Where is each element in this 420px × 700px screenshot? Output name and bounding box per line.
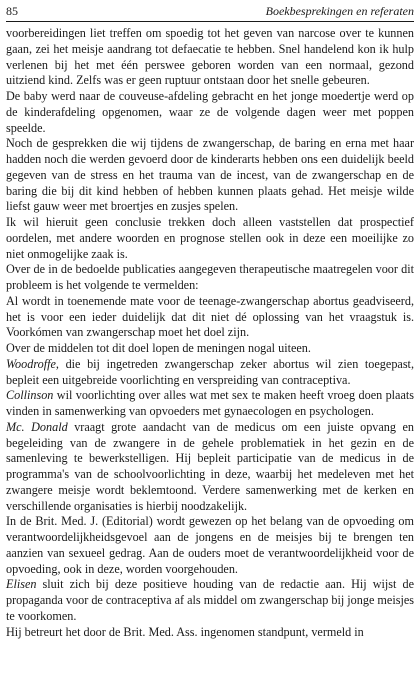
author-name: Mc. Donald xyxy=(6,419,68,434)
article-body xyxy=(6,26,414,640)
paragraph xyxy=(6,357,414,389)
paragraph xyxy=(6,577,414,624)
paragraph-text: In de Brit. Med. J. (Editorial) wordt gewezen op het belang van de opvoeding om verantwoordelijkheidsgevoel aan de jongens en de meisjes bij te brengen ten aanzien van sexueel gedrag. Aan de ouders moet de verantwoordelijkheid voor de opvoeding, ook in deze, worden voorgehouden. xyxy=(6,514,414,576)
paragraph-text: Over de in de bedoelde publicaties aangegeven therapeutische maatregelen voor dit probleem is het volgende te vermelden: xyxy=(6,262,414,292)
paragraph-text: Over de middelen tot dit doel lopen de meningen nogal uiteen. xyxy=(6,341,311,355)
paragraph-text: die bij ingetreden zwangerschap zeker abortus wil zien toegepast, bepleit een uitgebreide voorlichting en verspreiding van contraceptiva. xyxy=(6,356,414,387)
running-head: Boekbesprekingen en referaten xyxy=(265,4,414,18)
paragraph xyxy=(6,420,414,515)
paragraph xyxy=(6,514,414,577)
author-name: Collinson xyxy=(6,388,54,403)
paragraph-text: Ik wil hieruit geen conclusie trekken doch alleen vaststellen dat prospectief oordelen, met andere woorden en prognose stellen ook in deze een moeilijke zo niet onmogelijke zaak is. xyxy=(6,215,414,261)
paragraph xyxy=(6,215,414,262)
header-rule xyxy=(6,21,414,22)
paragraph xyxy=(6,294,414,341)
paragraph xyxy=(6,89,414,136)
paragraph xyxy=(6,136,414,215)
author-name: Woodroffe, xyxy=(6,356,59,371)
paragraph-text: Noch de gesprekken die wij tijdens de zwangerschap, de baring en erna met haar hadden noch die werden gevoerd door de kinderarts hebben ons een duidelijk beeld gegeven van de stress en het trauma van de incest, van de zwangerschap en de baring die bij dit kind hebben of hebben kunnen plaats gehad. Het meisje wilde liefst gauw weer met broertjes en zusjes spelen. xyxy=(6,136,414,214)
paragraph-text: vraagt grote aandacht van de medicus om een juiste opvang en begeleiding van de zwangere in de gehele problematiek in het gezin en de samenleving te bewerkstelligen. Hij bepleit participatie van de medicus in de programma's van de schoolvoorlichting in deze, waarbij het medeleven met het zwangere meisje wordt beklemtoond. Verdere samenwerking met de kerken en verschillende organisaties is hierbij noodzakelijk. xyxy=(6,419,415,513)
author-name: Elisen xyxy=(6,577,37,592)
paragraph-text: Al wordt in toenemende mate voor de teenage-zwangerschap abortus geadviseerd, het is voor een ieder duidelijk dat dit niet dé oplossing van het vraagstuk is. Voorkómen van zwangerschap moet het doel zijn. xyxy=(6,293,414,340)
paragraph-text: voorbereidingen liet treffen om spoedig tot het geven van narcose over te kunnen gaan, zei het meisje aandrang tot defaecatie te hebben. Snel handelend kon ik hulp verlenen bij het met één perswee geboren worden van een normaal, gezond uitziend kind. Zelfs was er geen ruptuur ontstaan door het snelle gebeuren. xyxy=(6,26,414,88)
paragraph xyxy=(6,26,414,89)
paragraph-text: sluit zich bij deze positieve houding van de redactie aan. Hij wijst de propaganda voor de contraceptiva af als middel om zwangerschap bij jonge meisjes te voorkomen. xyxy=(6,577,414,623)
paragraph xyxy=(6,625,414,641)
page-header xyxy=(6,3,414,19)
page-number: 85 xyxy=(6,4,18,18)
paragraph xyxy=(6,262,414,294)
paragraph-text: Hij betreurt het door de Brit. Med. Ass. ingenomen standpunt, vermeld in xyxy=(6,624,364,639)
paragraph-text: De baby werd naar de couveuse-afdeling gebracht en het jonge moedertje werd op de kinderafdeling opgenomen, waar ze de volgende dagen weer met poppen speelde. xyxy=(6,89,414,135)
paragraph-text: wil voorlichting over alles wat met sex te maken heeft vroeg doen plaats vinden in samenwerking van opvoeders met gynaecologen en psychologen. xyxy=(6,388,414,418)
paragraph xyxy=(6,341,414,357)
paragraph xyxy=(6,388,414,420)
